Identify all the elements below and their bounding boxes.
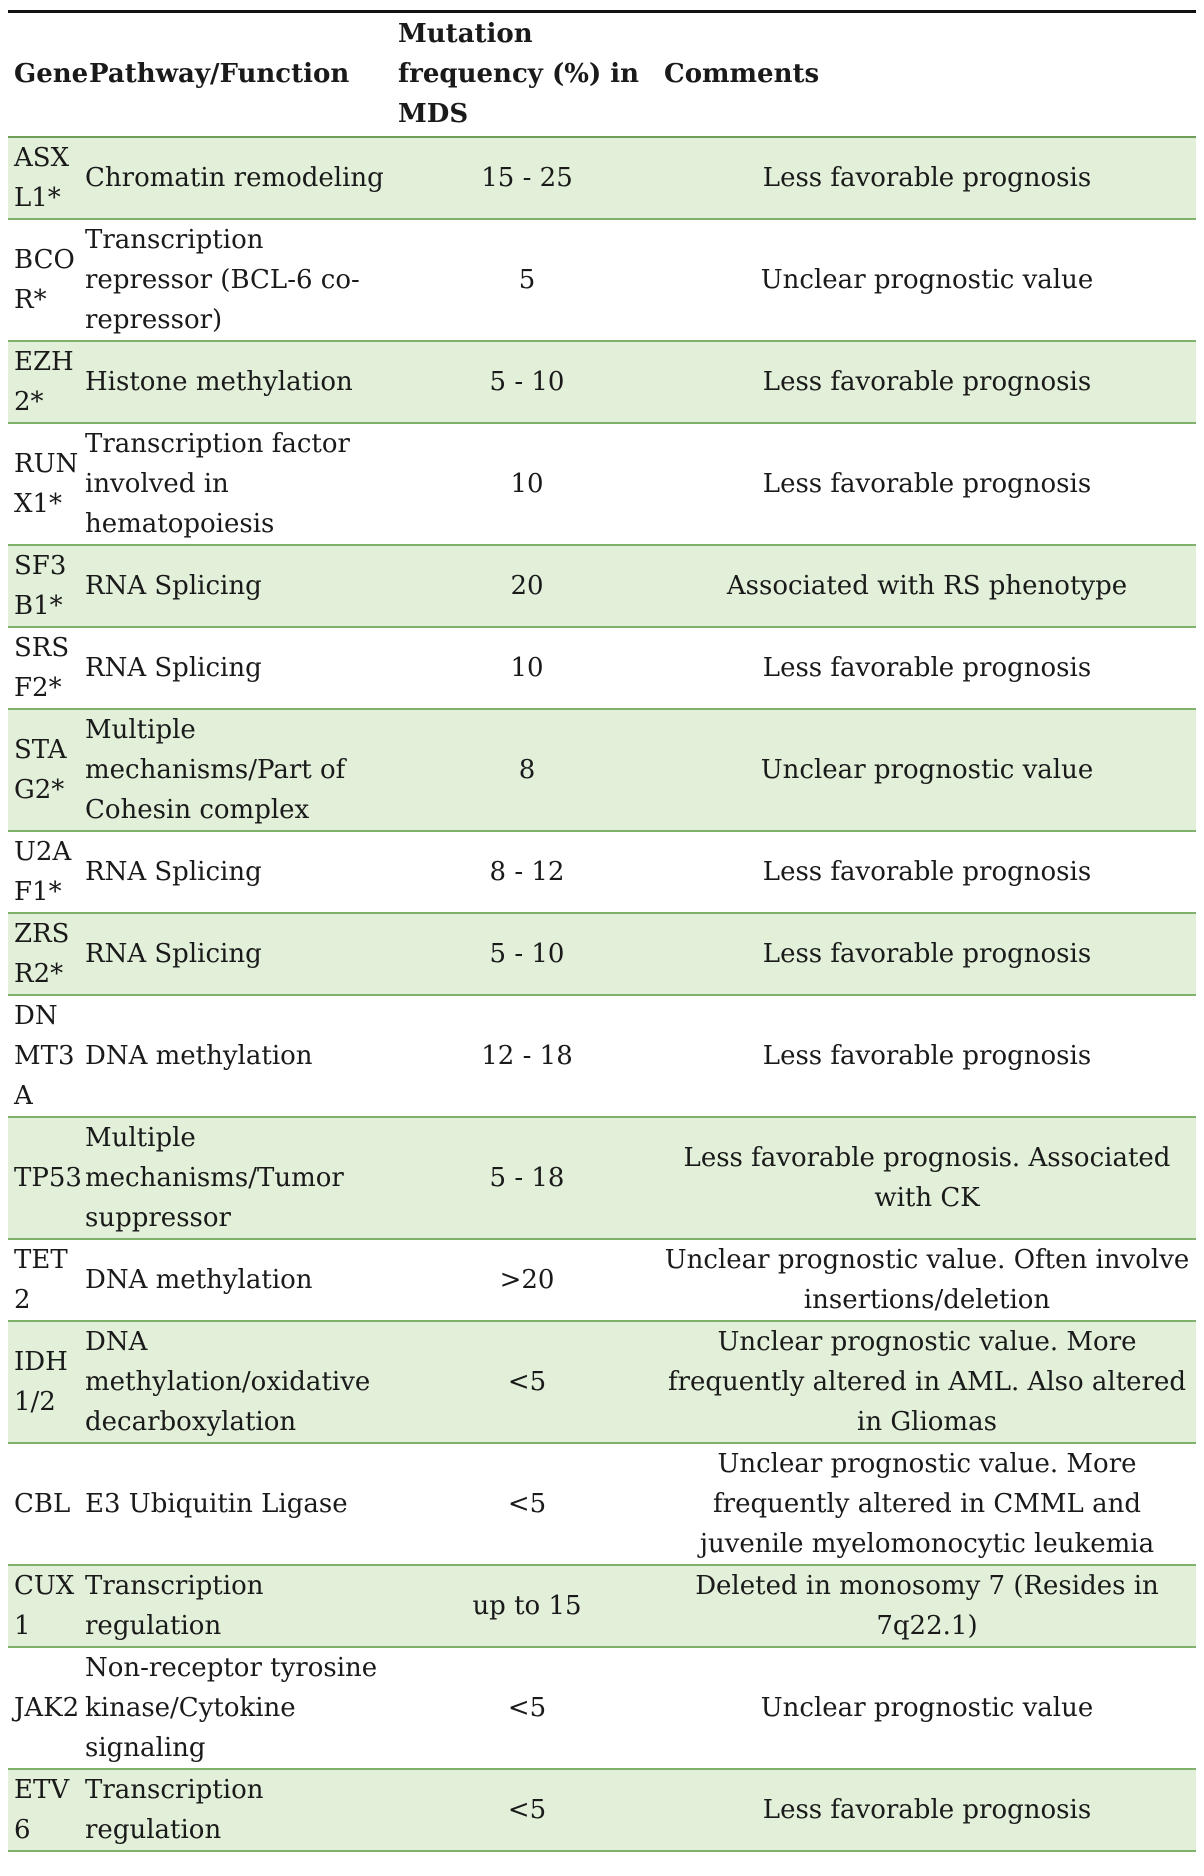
pathway-cell: RNA Splicing [83, 627, 396, 709]
frequency-cell: 8 - 12 [396, 831, 658, 913]
table-row [8, 1239, 1196, 1321]
comments-cell: Less favorable prognosis [658, 627, 1196, 709]
table-row [8, 831, 1196, 913]
gene-cell: TET2 [8, 1239, 83, 1321]
pathway-cell: Multiple mechanisms/Tumor suppressor [83, 1117, 396, 1239]
comments-cell: Less favorable prognosis [658, 1769, 1196, 1851]
pathway-cell: Histone methylation [83, 341, 396, 423]
table-row [8, 1647, 1196, 1769]
table-row [8, 1321, 1196, 1443]
frequency-cell: up to 15 [396, 1565, 658, 1647]
frequency-cell: 10 [396, 423, 658, 545]
header-pathway: Pathway/Function [83, 12, 396, 137]
table-row [8, 1117, 1196, 1239]
frequency-cell: <5 [396, 1321, 658, 1443]
frequency-cell: 10 [396, 627, 658, 709]
frequency-cell: <5 [396, 1769, 658, 1851]
comments-cell: Less favorable prognosis [658, 341, 1196, 423]
comments-cell: Less favorable prognosis [658, 137, 1196, 219]
gene-cell: BCOR* [8, 219, 83, 341]
comments-cell: Associated with RS phenotype [658, 545, 1196, 627]
pathway-cell: Transcription regulation [83, 1565, 396, 1647]
comments-cell: Unclear prognostic value. More frequently altered in AML. Also altered in Gliomas [658, 1321, 1196, 1443]
frequency-cell: <5 [396, 1443, 658, 1565]
gene-cell: RUNX1* [8, 423, 83, 545]
pathway-cell: Multiple mechanisms/Part of Cohesin complex [83, 709, 396, 831]
pathway-cell: Non-receptor tyrosine kinase/Cytokine signaling [83, 1647, 396, 1769]
table-row [8, 219, 1196, 341]
gene-cell: SF3B1* [8, 545, 83, 627]
comments-cell: Less favorable prognosis [658, 423, 1196, 545]
frequency-cell: 5 [396, 219, 658, 341]
gene-cell: U2AF1* [8, 831, 83, 913]
gene-cell: ETV6 [8, 1769, 83, 1851]
table-row [8, 1769, 1196, 1851]
pathway-cell: RNA Splicing [83, 545, 396, 627]
frequency-cell: 20 [396, 545, 658, 627]
table-row [8, 545, 1196, 627]
comments-cell: Unclear prognostic value [658, 219, 1196, 341]
pathway-cell: DNA methylation/oxidative decarboxylation [83, 1321, 396, 1443]
comments-cell: Unclear prognostic value [658, 1647, 1196, 1769]
pathway-cell: RNA Splicing [83, 913, 396, 995]
comments-cell: Less favorable prognosis [658, 995, 1196, 1117]
comments-cell: Less favorable prognosis [658, 831, 1196, 913]
gene-cell: TP53 [8, 1117, 83, 1239]
table-row [8, 423, 1196, 545]
gene-cell: JAK2 [8, 1647, 83, 1769]
gene-cell: DNMT3A [8, 995, 83, 1117]
table-header [8, 12, 1196, 137]
pathway-cell: Transcription regulation [83, 1769, 396, 1851]
table-row [8, 627, 1196, 709]
frequency-cell: 12 - 18 [396, 995, 658, 1117]
frequency-cell: 15 - 25 [396, 137, 658, 219]
pathway-cell: DNA methylation [83, 995, 396, 1117]
table-row [8, 995, 1196, 1117]
gene-cell: STAG2* [8, 709, 83, 831]
pathway-cell: RNA Splicing [83, 831, 396, 913]
comments-cell: Deleted in monosomy 7 (Resides in 7q22.1) [658, 1565, 1196, 1647]
table-body [8, 137, 1196, 1851]
table-row [8, 1565, 1196, 1647]
header-frequency: Mutation frequency (%) in MDS [396, 12, 658, 137]
table-row [8, 137, 1196, 219]
frequency-cell: 5 - 18 [396, 1117, 658, 1239]
gene-cell: CUX1 [8, 1565, 83, 1647]
table-row [8, 913, 1196, 995]
comments-cell: Unclear prognostic value. More frequently altered in CMML and juvenile myelomonocytic leukemia [658, 1443, 1196, 1565]
mds-mutation-table [8, 10, 1196, 1852]
frequency-cell: 8 [396, 709, 658, 831]
header-row [8, 12, 1196, 137]
frequency-cell: >20 [396, 1239, 658, 1321]
comments-cell: Unclear prognostic value [658, 709, 1196, 831]
pathway-cell: Transcription factor involved in hematopoiesis [83, 423, 396, 545]
header-gene: Gene [8, 12, 83, 137]
table-row [8, 1443, 1196, 1565]
gene-cell: CBL [8, 1443, 83, 1565]
pathway-cell: E3 Ubiquitin Ligase [83, 1443, 396, 1565]
comments-cell: Less favorable prognosis [658, 913, 1196, 995]
comments-cell: Unclear prognostic value. Often involve insertions/deletion [658, 1239, 1196, 1321]
header-comments: Comments [658, 12, 1196, 137]
pathway-cell: Chromatin remodeling [83, 137, 396, 219]
gene-cell: ASXL1* [8, 137, 83, 219]
gene-cell: SRSF2* [8, 627, 83, 709]
comments-cell: Less favorable prognosis. Associated with CK [658, 1117, 1196, 1239]
frequency-cell: 5 - 10 [396, 341, 658, 423]
frequency-cell: <5 [396, 1647, 658, 1769]
table-row [8, 709, 1196, 831]
table-row [8, 341, 1196, 423]
pathway-cell: DNA methylation [83, 1239, 396, 1321]
gene-cell: IDH1/2 [8, 1321, 83, 1443]
frequency-cell: 5 - 10 [396, 913, 658, 995]
pathway-cell: Transcription repressor (BCL-6 co-repressor) [83, 219, 396, 341]
gene-cell: ZRSR2* [8, 913, 83, 995]
gene-cell: EZH2* [8, 341, 83, 423]
